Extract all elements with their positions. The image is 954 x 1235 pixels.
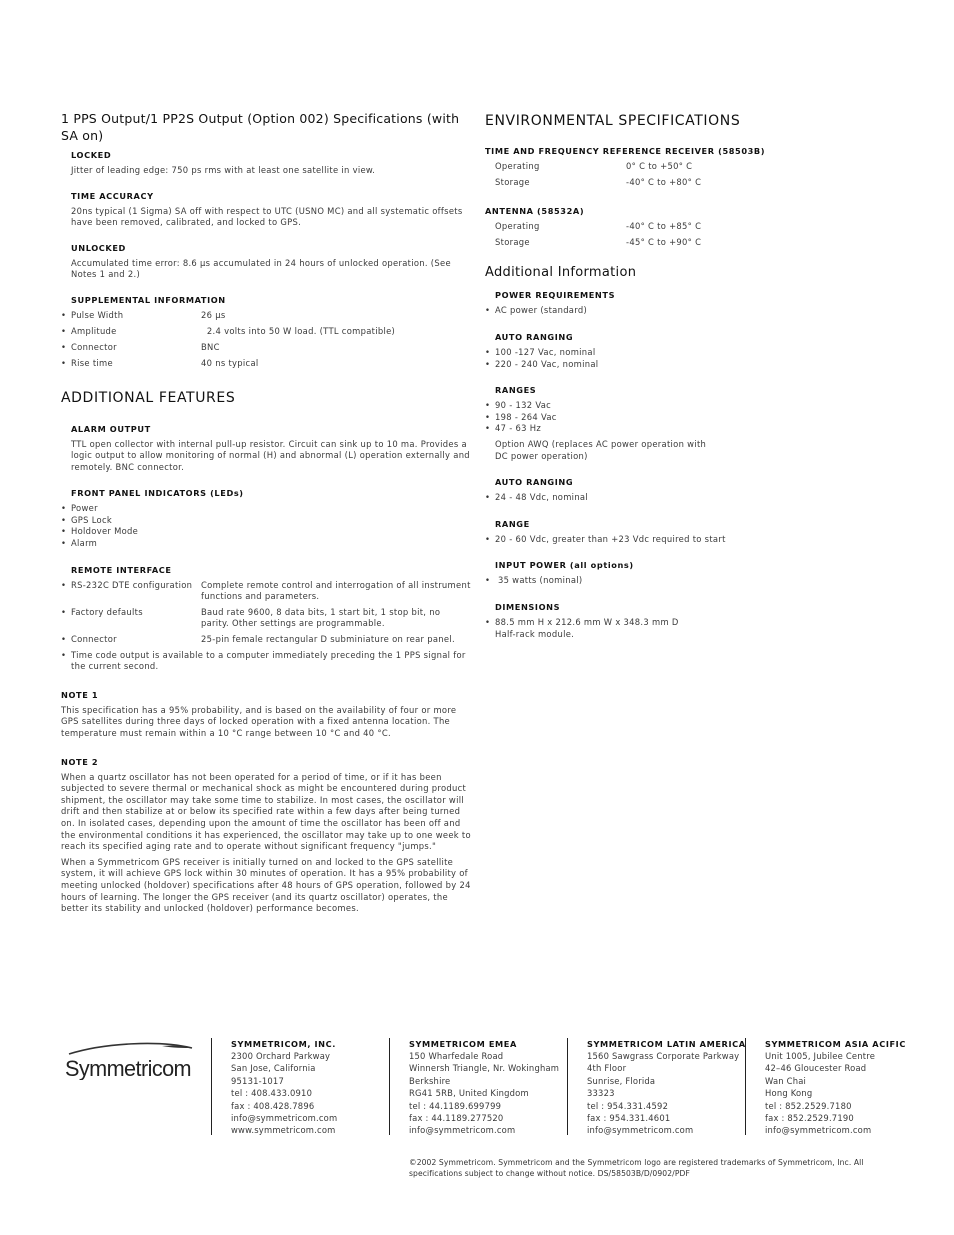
receiver-section (485, 146, 785, 188)
office-fax: fax : 44.1189.277520 (409, 1113, 504, 1124)
office-email[interactable]: info@symmetricom.com (231, 1113, 338, 1124)
front-panel-section (61, 488, 471, 549)
office-name: SYMMETRICOM ASIA ACIFIC (765, 1039, 906, 1049)
list-item: • 90 - 132 Vac (485, 400, 785, 412)
alarm-section (71, 424, 471, 474)
list-item: • Factory defaults Baud rate 9600, 8 data bits, 1 start bit, 1 stop bit, no parity. Other settings are programmable. (61, 607, 471, 630)
note1-text: This specification has a 95% probability, and is based on the availability of four or more GPS satellites during three days of locked operation with a fixed antenna location. The temperature must remain within a 10 °C range between 10 °C and 40 °C. (61, 704, 457, 739)
office-line: 4th Floor (587, 1063, 627, 1074)
range-label: RANGE (495, 518, 530, 529)
list-item: • Alarm (61, 538, 471, 550)
list-item: • 47 - 63 Hz (485, 423, 785, 435)
locked-text: Jitter of leading edge: 750 ps rms with at least one satellite in view. (71, 165, 376, 175)
office-email[interactable]: info@symmetricom.com (765, 1125, 872, 1136)
office-email[interactable]: info@symmetricom.com (587, 1125, 694, 1136)
office-name: SYMMETRICOM, INC. (231, 1039, 336, 1049)
list-item: • Time code output is available to a computer immediately preceding the 1 PPS signal for the current second. (61, 650, 471, 673)
list-item: • Amplitude 2.4 volts into 50 W load. (TTL compatible) (61, 326, 471, 338)
list-item: • RS-232C DTE configuration Complete remote control and interrogation of all instrument functions and parameters. (61, 580, 471, 603)
auto-ranging-dc-label: AUTO RANGING (495, 477, 574, 488)
office-email[interactable]: info@symmetricom.com (409, 1125, 516, 1136)
note1-section (61, 690, 471, 740)
list-item: • 88.5 mm H x 212.6 mm W x 348.3 mm D Half-rack module. (485, 617, 785, 640)
pps-spec-title: 1 PPS Output/1 PP2S Output (Option 002) Specifications (with SA on) (61, 111, 460, 143)
list-item: • 100 -127 Vac, nominal (485, 347, 785, 359)
auto-ranging-dc-section (485, 477, 785, 504)
office-emea (409, 1038, 569, 1137)
remote-interface-label: REMOTE INTERFACE (71, 564, 172, 575)
copyright-notice: ©2002 Symmetricom. Symmetricom and the Symmetricom logo are registered trademarks of Symmetricom, Inc. All specifications subject to change without notice. DS/58503B/D/0902/PDF (409, 1158, 864, 1178)
office-line: RG41 5RB, United Kingdom (409, 1088, 529, 1099)
office-line: 2300 Orchard Parkway (231, 1051, 331, 1061)
unlocked-section (71, 243, 471, 281)
remote-interface-section (61, 565, 471, 673)
office-phone: tel : 954.331.4592 (587, 1100, 669, 1111)
range-section (485, 519, 785, 546)
ranges-label: RANGES (495, 385, 537, 396)
office-symmetricom-inc (231, 1038, 391, 1137)
ranges-section (485, 385, 785, 462)
office-line: 33323 (587, 1088, 615, 1099)
receiver-label: TIME AND FREQUENCY REFERENCE RECEIVER (58503B) (485, 146, 766, 156)
locked-section (71, 150, 471, 177)
office-latin-america (587, 1038, 747, 1137)
supplemental-section (61, 295, 471, 370)
antenna-operating-row: Operating -40° C to +85° C (495, 221, 702, 232)
dimensions-section (485, 602, 785, 640)
additional-features-title: ADDITIONAL FEATURES (61, 389, 236, 406)
antenna-section (485, 206, 785, 248)
supplemental-label: SUPPLEMENTAL INFORMATION (71, 294, 226, 305)
list-item: • 198 - 264 Vac (485, 412, 785, 424)
list-item: • 220 - 240 Vac, nominal (485, 359, 785, 371)
office-asia-pacific (765, 1038, 925, 1137)
antenna-label: ANTENNA (58532A) (485, 206, 585, 217)
additional-information-title: Additional Information (485, 265, 637, 281)
office-fax: fax : 852.2529.7190 (765, 1113, 854, 1124)
receiver-operating-row: Operating 0° C to +50° C (495, 161, 693, 171)
list-item: • 24 - 48 Vdc, nominal (485, 492, 785, 504)
office-line: Unit 1005, Jubilee Centre (765, 1051, 876, 1061)
office-line: 150 Wharfedale Road (409, 1051, 504, 1061)
office-name: SYMMETRICOM LATIN AMERICA (587, 1039, 746, 1049)
footer-divider (211, 1038, 212, 1135)
time-accuracy-text: 20ns typical (1 Sigma) SA off with respect to UTC (USNO MC) and all systematic offsets have been removed, calibrated, and locked to GPS. (71, 205, 463, 228)
list-item: • 35 watts (nominal) (485, 575, 785, 587)
alarm-text: TTL open collector with internal pull-up resistor. Circuit can sink up to 10 ma. Provides a logic output to allow monitoring of normal (H) and abnormal (L) operation externally and remotely. BNC connector. (71, 438, 470, 472)
office-line: 95131-1017 (231, 1075, 284, 1086)
time-accuracy-section (71, 191, 471, 229)
front-panel-label: FRONT PANEL INDICATORS (LEDs) (71, 488, 244, 499)
power-requirements-section (485, 290, 785, 317)
left-column (61, 110, 471, 915)
office-phone: tel : 852.2529.7180 (765, 1100, 852, 1111)
symmetricom-logo (64, 1040, 199, 1080)
office-name: SYMMETRICOM EMEA (409, 1039, 517, 1049)
list-item: • Pulse Width 26 µs (61, 310, 471, 322)
auto-ranging-ac-section (485, 332, 785, 370)
note1-label: NOTE 1 (61, 689, 99, 700)
list-item: • 20 - 60 Vdc, greater than +23 Vdc required to start (485, 534, 785, 546)
office-line: Sunrise, Florida (587, 1075, 656, 1086)
office-phone: tel : 44.1189.699799 (409, 1100, 502, 1111)
alarm-label: ALARM OUTPUT (71, 423, 151, 434)
list-item: • Connector 25-pin female rectangular D subminiature on rear panel. (61, 634, 471, 646)
unlocked-text: Accumulated time error: 8.6 µs accumulated in 24 hours of unlocked operation. (See Notes 1 and 2.) (71, 257, 451, 280)
list-item: • Power (61, 503, 471, 515)
antenna-storage-row: Storage -45° C to +90° C (495, 236, 702, 247)
office-line: 42–46 Gloucester Road (765, 1063, 867, 1074)
office-line: San Jose, California (231, 1063, 316, 1074)
logo-wordmark: Symmetricom (65, 1056, 191, 1080)
note2-section (61, 757, 471, 915)
note2-paragraph-1: When a quartz oscillator has not been operated for a period of time, or if it has been subjected to severe thermal or mechanical shock as might be encountered during product shipment, the oscillator may take some time to stabilize. In most cases, the oscillator will drift and then stabilize at or below its specified rate within a few days after being turned on. In isolated cases, depending upon the amount of time the oscillator has been off and the environmental conditions it has experienced, the oscillator may take up to one week to reach its specified aging rate and to operate without significant frequency "jumps." (61, 771, 471, 852)
time-accuracy-label: TIME ACCURACY (71, 190, 154, 201)
office-line: Hong Kong (765, 1088, 813, 1099)
office-line: Wan Chai (765, 1075, 807, 1086)
right-column (485, 112, 785, 640)
office-line: Berkshire (409, 1075, 451, 1086)
dimensions-label: DIMENSIONS (495, 601, 561, 612)
power-requirements-label: POWER REQUIREMENTS (495, 290, 616, 301)
list-item: • AC power (standard) (485, 305, 785, 317)
list-item: • Rise time 40 ns typical (61, 358, 471, 370)
locked-label: LOCKED (71, 150, 112, 160)
input-power-label: INPUT POWER (all options) (495, 560, 634, 571)
office-line: Winnersh Triangle, Nr. Wokingham (409, 1063, 560, 1074)
auto-ranging-label: AUTO RANGING (495, 331, 574, 342)
input-power-section (485, 560, 785, 587)
office-fax: fax : 408.428.7896 (231, 1100, 315, 1111)
list-item: • GPS Lock (61, 515, 471, 527)
office-phone: tel : 408.433.0910 (231, 1088, 313, 1099)
office-website[interactable]: www.symmetricom.com (231, 1125, 336, 1136)
receiver-storage-row: Storage -40° C to +80° C (495, 176, 702, 187)
list-item: • Holdover Mode (61, 526, 471, 538)
unlocked-label: UNLOCKED (71, 242, 126, 253)
environmental-title: ENVIRONMENTAL SPECIFICATIONS (485, 113, 741, 129)
list-item: • Connector BNC (61, 342, 471, 354)
office-fax: fax : 954.331.4601 (587, 1113, 671, 1124)
office-line: 1560 Sawgrass Corporate Parkway (587, 1051, 740, 1061)
note2-paragraph-2: When a Symmetricom GPS receiver is initially turned on and locked to the GPS satellite system, it will achieve GPS lock within 30 minutes of operation. It has a 95% probability of meeting unlocked (holdover) specifications after 48 hours of GPS operation, followed by 24 hours of learning. The longer the GPS receiver (and its quartz oscillator) operates, the better its stability and unlocked (holdover) performance becomes. (61, 856, 471, 914)
note2-label: NOTE 2 (61, 756, 99, 767)
option-awq-note: Option AWQ (replaces AC power operation with DC power operation) (495, 438, 707, 461)
